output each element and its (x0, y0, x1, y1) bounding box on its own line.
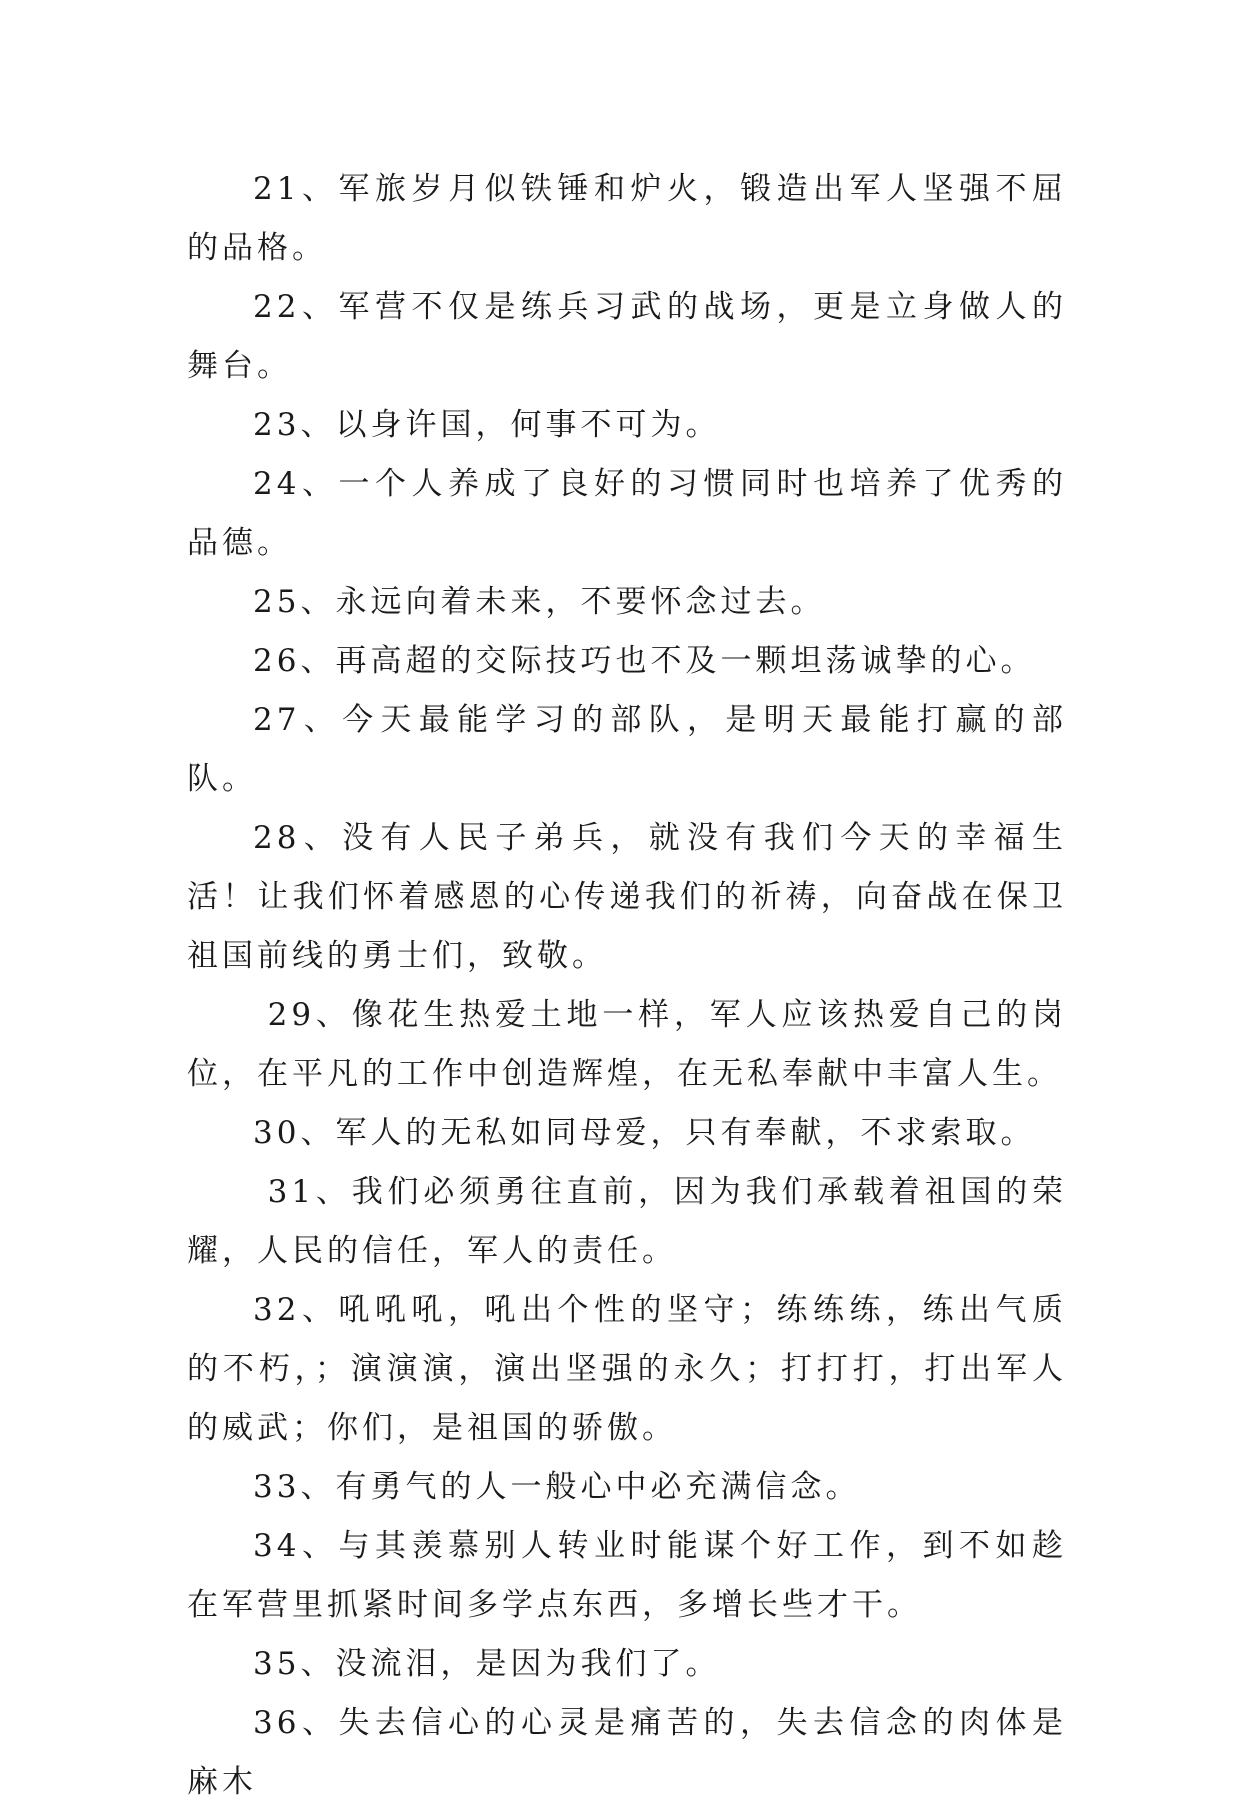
paragraph-26: 26、再高超的交际技巧也不及一颗坦荡诚挚的心。 (253, 643, 1036, 679)
document-body (187, 160, 1067, 1812)
paragraph-23: 23、以身许国，何事不可为。 (253, 407, 721, 443)
paragraph-32: 32、吼吼吼，吼出个性的坚守；练练练，练出气质的不朽，；演演演，演出坚强的永久；打打打，打出军人的威武；你们，是祖国的骄傲。 (187, 1292, 1067, 1446)
paragraph-21: 21、军旅岁月似铁锤和炉火，锻造出军人坚强不屈的品格。 (187, 171, 1067, 266)
paragraph-31: 31、我们必须勇往直前，因为我们承载着祖国的荣耀，人民的信任，军人的责任。 (187, 1174, 1067, 1269)
paragraph-36: 36、失去信心的心灵是痛苦的，失去信念的肉体是麻木 (187, 1705, 1067, 1800)
paragraph-30: 30、军人的无私如同母爱，只有奉献，不求索取。 (253, 1115, 1036, 1151)
paragraph-35: 35、没流泪，是因为我们了。 (253, 1646, 721, 1682)
paragraph-22: 22、军营不仅是练兵习武的战场，更是立身做人的舞台。 (187, 289, 1067, 384)
paragraph-29: 29、像花生热爱土地一样，军人应该热爱自己的岗位，在平凡的工作中创造辉煌，在无私奉献中丰富人生。 (187, 997, 1067, 1092)
paragraph-24: 24、一个人养成了良好的习惯同时也培养了优秀的品德。 (187, 466, 1067, 561)
paragraph-25: 25、永远向着未来，不要怀念过去。 (253, 584, 826, 620)
paragraph-27: 27、今天最能学习的部队，是明天最能打赢的部队。 (187, 702, 1067, 797)
paragraph-34: 34、与其羡慕别人转业时能谋个好工作，到不如趁在军营里抓紧时间多学点东西，多增长些才干。 (187, 1528, 1067, 1623)
paragraph-33: 33、有勇气的人一般心中必充满信念。 (253, 1469, 861, 1505)
paragraph-28: 28、没有人民子弟兵，就没有我们今天的幸福生活！让我们怀着感恩的心传递我们的祈祷，向奋战在保卫祖国前线的勇士们，致敬。 (187, 820, 1067, 974)
